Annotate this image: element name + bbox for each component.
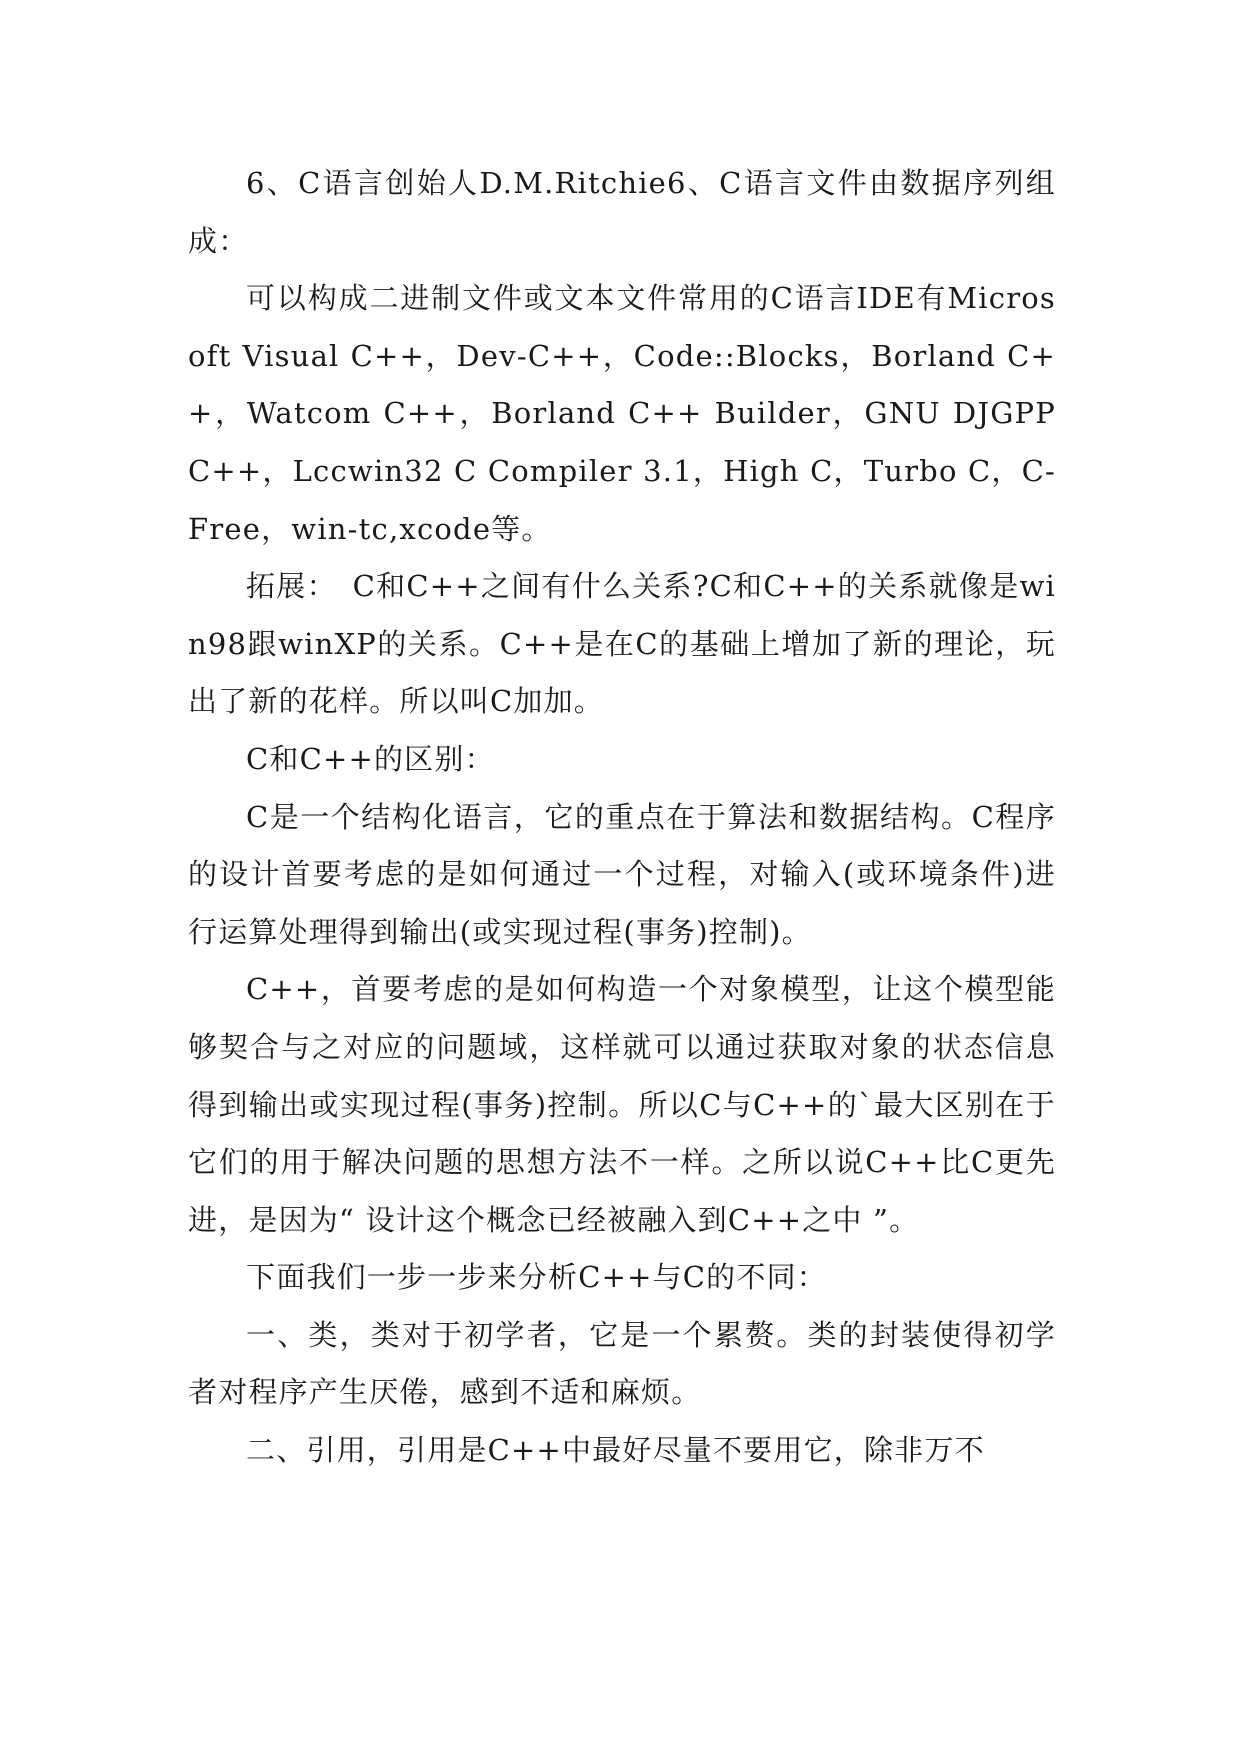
document-body [188, 155, 1056, 1480]
paragraph-c-founder: 6、C语言创始人D.M.Ritchie6、C语言文件由数据序列组成： [188, 166, 1056, 258]
paragraph-extension: 拓展： C和C++之间有什么关系?C和C++的关系就像是win98跟winXP的关系。C++是在C的基础上增加了新的理论，玩出了新的花样。所以叫C加加。 [188, 569, 1056, 719]
paragraph-c-ide-list: 可以构成二进制文件或文本文件常用的C语言IDE有Microsoft Visual C++，Dev-C++，Code::Blocks，Borland C++，Watcom C++，Borland C++ Builder，GNU DJGPP C++，Lccwin32 C Compiler 3.1，High C，Turbo C，C-Free，win-tc,xcode等。 [188, 281, 1056, 546]
paragraph-step-analysis: 下面我们一步一步来分析C++与C的不同： [246, 1260, 827, 1295]
paragraph-point-two-reference: 二、引用，引用是C++中最好尽量不要用它，除非万不 [246, 1433, 985, 1468]
paragraph-c-structured: C是一个结构化语言，它的重点在于算法和数据结构。C程序的设计首要考虑的是如何通过一个过程，对输入(或环境条件)进行运算处理得到输出(或实现过程(事务)控制)。 [188, 799, 1056, 949]
paragraph-difference-heading: C和C++的区别： [246, 741, 495, 776]
paragraph-cpp-object-model: C++，首要考虑的是如何构造一个对象模型，让这个模型能够契合与之对应的问题域，这样就可以通过获取对象的状态信息得到输出或实现过程(事务)控制。所以C与C++的`最大区别在于它们的用于解决问题的思想方法不一样。之所以说C++比C更先进，是因为“ 设计这个概念已经被融入到C++之中 ”。 [188, 972, 1056, 1237]
paragraph-point-one-class: 一、类，类对于初学者，它是一个累赘。类的封装使得初学者对程序产生厌倦，感到不适和麻烦。 [188, 1317, 1056, 1410]
